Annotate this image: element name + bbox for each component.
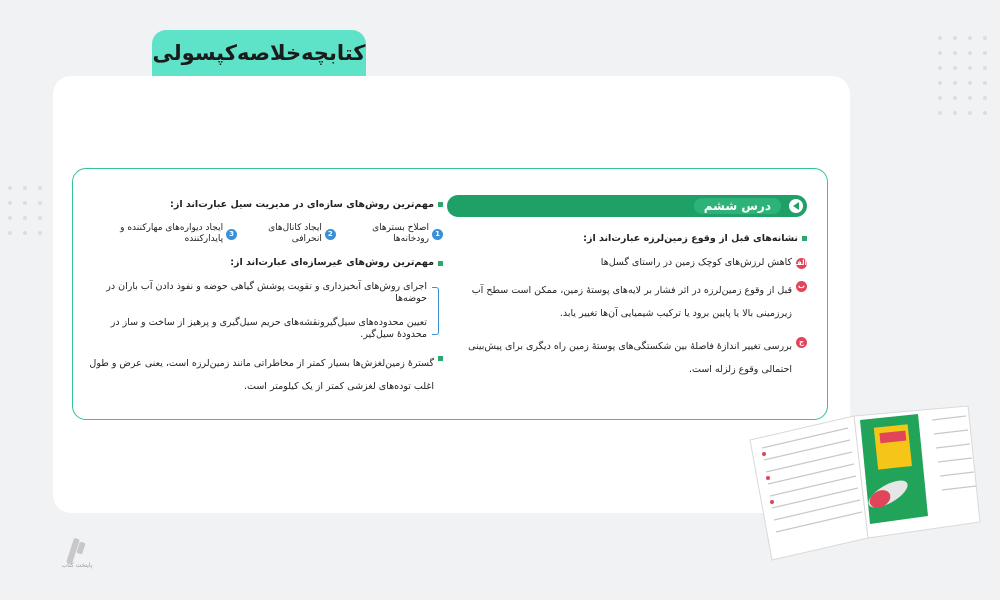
list-item: ب قبل از وقوع زمین‌لرزه در اثر فشار بر لایه‌های پوستهٔ زمین، ممکن است سطح آب زیرزمینی بالا یا پایین برود یا ترکیب شیمیایی آن‌ها تغییر یابد. [471,281,806,319]
left-column [87,199,443,409]
list-item: اجرای روش‌های آبخیزداری و تقویت پوشش گیاهی حوضه و نفوذ دادن آب باران در حوضه‌ها [106,281,427,305]
bullet-square-icon [438,261,443,266]
right-column [447,233,807,393]
bullet-square-icon [438,202,443,207]
landslide-note: گسترهٔ زمین‌لغزش‌ها بسیار کمتر از مخاطراتی مانند زمین‌لرزه است، یعنی عرض و طول اغلب توده‌های لغزشی کمتر از یک کیلومتر است. [87,353,443,399]
list-item: تعیین محدوده‌های سیل‌گیرونقشه‌های حریم سیل‌گیری و پرهیز از ساخت و ساز در محدودهٔ سیل‌گیر. [110,317,427,340]
list-item: ج بررسی تغییر اندازهٔ فاصلهٔ بین شکستگی‌های پوستهٔ زمین راه دیگری برای پیش‌بینی احتمالی وقوع زلزله است. [447,336,807,382]
structural-methods-list: 1 اصلاح بسترهای رودخانه‌ها 2 ایجاد کانال‌های انحرافی 3 ایجاد دیواره‌های مهارکننده و پایدارکننده [87,223,443,246]
list-item: الف کاهش لرزش‌های کوچک زمین در راستای گسل‌ها [600,256,807,268]
summary-panel [72,168,828,420]
book-illustration [742,398,987,563]
lesson-label: درس ششم [694,198,781,214]
badge-alef: الف [793,258,807,267]
non-structural-methods-list [87,281,443,341]
non-structural-methods-heading: مهم‌ترین روش‌های غیرسازه‌ای عبارت‌اند از: [87,257,443,269]
page-title: کتابچه‌خلاصه‌کپسولی [152,30,366,76]
bullet-square-icon [802,236,807,241]
play-arrow-icon [789,199,803,213]
brand-logo-text: پایتخت کتاب [61,562,93,569]
badge-jim: ج [796,337,807,348]
earthquake-signs-heading: نشانه‌های قبل از وقوع زمین‌لرزه عبارت‌اند از: [447,233,807,245]
decorative-dots-right [938,36,987,115]
bullet-square-icon [438,356,443,361]
decorative-dots-left [8,186,42,235]
badge-be: ب [797,281,806,290]
lesson-header-bar [447,195,807,217]
structural-methods-heading: مهم‌ترین روش‌های سازه‌ای در مدیریت سیل عبارت‌اند از: [87,199,443,211]
